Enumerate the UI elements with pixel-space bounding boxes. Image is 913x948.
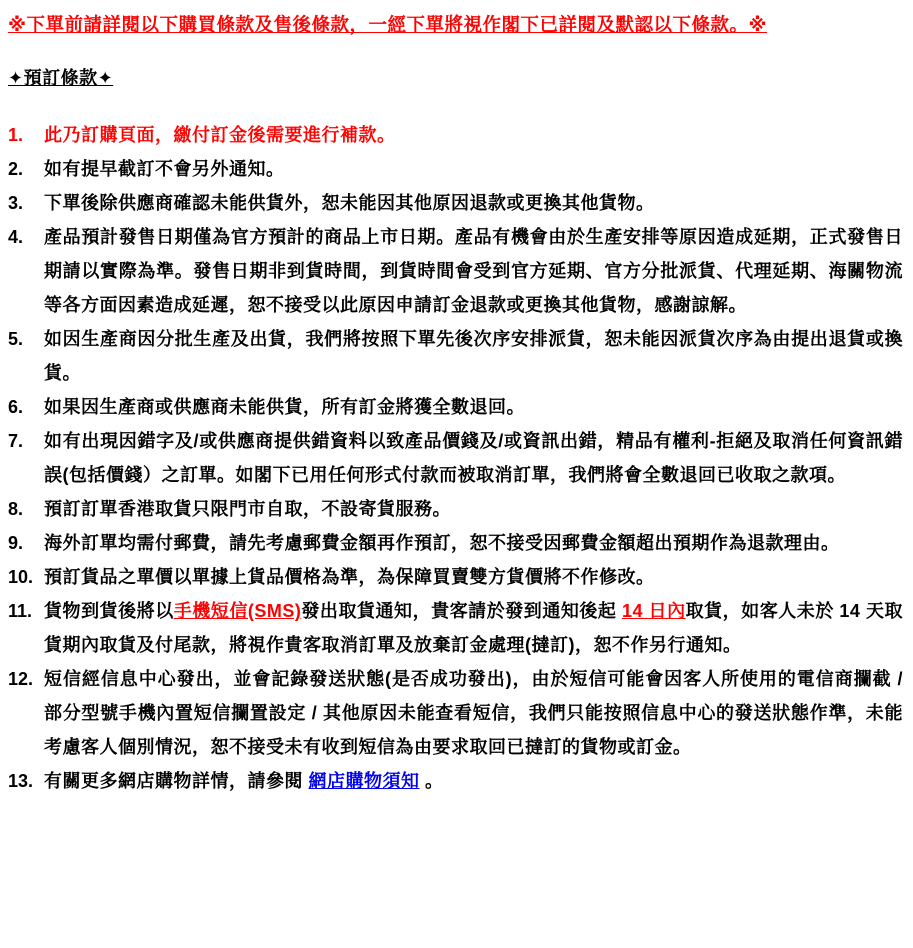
term-number: 7. — [8, 431, 24, 451]
term-segment: 手機短信(SMS) — [173, 601, 302, 621]
term-segment: 如有出現因錯字及/或供應商提供錯資料以致產品價錢及/或資訊出錯，精品有權利-拒絕及取消任何資訊錯誤(包括價錢）之訂單。如閣下已用任何形式付款而被取消訂單，我們將會全數退回已收取之款項。 — [44, 431, 903, 485]
term-segment: 此乃訂購頁面，繳付訂金後需要進行補款。 — [44, 125, 396, 145]
term-text — [44, 492, 903, 526]
term-segment: 發出取貨通知，貴客請於發到通知後起 — [301, 601, 622, 621]
term-segment: 有關更多網店購物詳情，請參閱 — [44, 771, 309, 791]
term-text — [44, 560, 903, 594]
term-text — [44, 526, 903, 560]
term-number: 4. — [8, 227, 24, 247]
term-segment: 產品預計發售日期僅為官方預計的商品上市日期。產品有機會由於生產安排等原因造成延期，正式發售日期請以實際為準。發售日期非到貨時間，到貨時間會受到官方延期、官方分批派貨、代理延期、海關物流等各方面因素造成延遲，恕不接受以此原因申請訂金退款或更換其他貨物，感謝諒解。 — [44, 227, 903, 315]
shop-guide-link[interactable]: 網店購物須知 — [308, 771, 420, 791]
term-segment: 預訂訂單香港取貨只限門市自取，不設寄貨服務。 — [44, 499, 451, 519]
term-number: 1. — [8, 125, 24, 145]
term-number: 11. — [8, 601, 33, 621]
term-number: 6. — [8, 397, 24, 417]
term-number: 5. — [8, 329, 24, 349]
term-text — [44, 220, 903, 322]
term-text — [44, 322, 903, 390]
term-text — [44, 186, 903, 220]
term-segment: 海外訂單均需付郵費，請先考慮郵費金額再作預訂，恕不接受因郵費金額超出預期作為退款理由。 — [44, 533, 840, 553]
section-header: ✦預訂條款✦ — [8, 68, 114, 88]
term-segment: 短信經信息中心發出，並會記錄發送狀態(是否成功發出)，由於短信可能會因客人所使用的電信商攔截 / 部分型號手機內置短信攔置設定 / 其他原因未能查看短信，我們只能按照信息中心的發送狀態作準，未能考慮客人個別情況，恕不接受未有收到短信為由要求取回已撻訂的貨物或訂金。 — [44, 669, 903, 757]
term-segment: 如果因生產商或供應商未能供貨，所有訂金將獲全數退回。 — [44, 397, 525, 417]
term-item-7 — [8, 424, 903, 492]
term-item-1 — [8, 118, 903, 152]
term-item-5 — [8, 322, 903, 390]
term-segment: 14 日內 — [621, 601, 686, 621]
term-text — [44, 424, 903, 492]
term-number: 9. — [8, 533, 24, 553]
page-title: ※下單前請詳閱以下購買條款及售後條款，一經下單將視作閣下已詳閱及默認以下條款。※ — [8, 14, 767, 35]
term-text — [44, 152, 903, 186]
term-item-4 — [8, 220, 903, 322]
term-segment: 如有提早截訂不會另外通知。 — [44, 159, 285, 179]
term-segment: 預訂貨品之單價以單據上貨品價格為準，為保障買賣雙方貨價將不作修改。 — [44, 567, 655, 587]
term-item-10 — [8, 560, 903, 594]
term-number: 8. — [8, 499, 24, 519]
term-segment: 取貨，如客人未於 14 天取貨期內取貨及付尾款，將視作貴客取消訂單及放棄訂金處理(撻訂)，恕不作另行通知。 — [44, 601, 903, 655]
term-item-8 — [8, 492, 903, 526]
term-item-11 — [8, 594, 903, 662]
terms-list — [8, 118, 903, 798]
term-text — [44, 764, 903, 798]
term-number: 3. — [8, 193, 24, 213]
term-text — [44, 662, 903, 764]
term-item-9 — [8, 526, 903, 560]
term-segment: 貨物到貨後將以 — [44, 601, 174, 621]
term-text — [44, 594, 903, 662]
term-item-2 — [8, 152, 903, 186]
term-text — [44, 118, 903, 152]
term-segment: 如因生產商因分批生產及出貨，我們將按照下單先後次序安排派貨，恕未能因派貨次序為由提出退貨或換貨。 — [44, 329, 903, 383]
term-number: 2. — [8, 159, 24, 179]
term-segment: 下單後除供應商確認未能供貨外，恕未能因其他原因退款或更換其他貨物。 — [44, 193, 655, 213]
term-item-13 — [8, 764, 903, 798]
term-number: 13. — [8, 771, 34, 791]
term-number: 10. — [8, 567, 34, 587]
term-item-6 — [8, 390, 903, 424]
term-number: 12. — [8, 669, 34, 689]
term-text — [44, 390, 903, 424]
term-segment: 。 — [419, 771, 444, 791]
term-item-3 — [8, 186, 903, 220]
term-item-12 — [8, 662, 903, 764]
